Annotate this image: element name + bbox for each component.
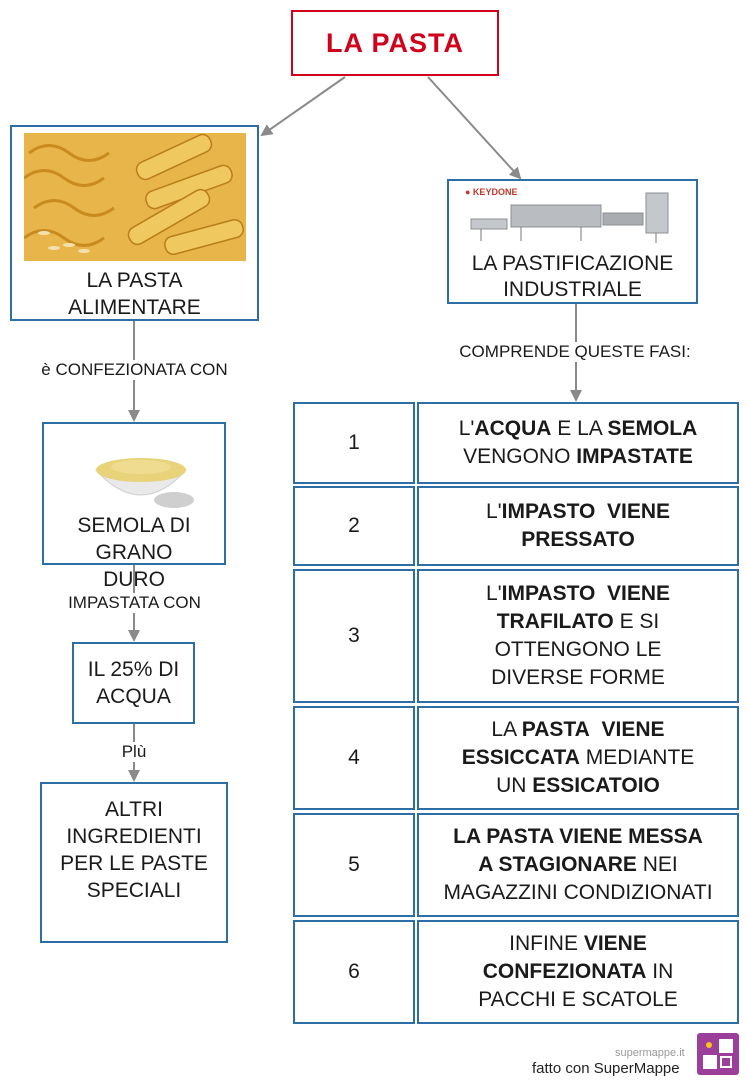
arrow-title-to-pasta	[262, 77, 345, 135]
pastificazione-box	[447, 179, 698, 304]
phase-3-number: 3	[293, 569, 415, 703]
acqua-label: IL 25% DI ACQUA	[87, 658, 180, 708]
phase-5-text-content: LA PASTA VIENE MESSA A STAGIONARE NEI MAGAZZINI CONDIZIONATI	[443, 825, 713, 904]
phase-6-number: 6	[293, 920, 415, 1024]
phase-6-text-content: INFINE VIENE CONFEZIONATA IN PACCHI E SCATOLE	[478, 932, 678, 1011]
phase-4-text-content: LA PASTA VIENE ESSICCATA MEDIANTE UN ESSICATOIO	[461, 718, 695, 797]
phase-3-text	[417, 569, 739, 703]
phase-6-text	[417, 920, 739, 1024]
phase-2-text-content: L'IMPASTO VIENE PRESSATO	[485, 500, 671, 551]
supermappe-logo-icon	[697, 1033, 739, 1075]
phase-3-text-content: L'IMPASTO VIENE TRAFILATO E SI OTTENGONO LE DIVERSE FORME	[485, 582, 671, 689]
footer-site: supermappe.it	[615, 1047, 685, 1059]
svg-text:● KEYDONE: ● KEYDONE	[465, 187, 518, 197]
phase-2-number: 2	[293, 486, 415, 566]
semola-photo	[88, 430, 194, 510]
phase-1-number: 1	[293, 402, 415, 484]
pasta-alimentare-box	[10, 125, 259, 321]
altri-ingredienti-label: ALTRI INGREDIENTI PER LE PASTE SPECIALI	[60, 798, 208, 902]
link-impastata: IMPASTATA CON	[10, 593, 259, 613]
phase-2-text	[417, 486, 739, 566]
pasta-photo	[24, 133, 246, 261]
acqua-box	[72, 642, 195, 724]
phase-4-number: 4	[293, 706, 415, 810]
phase-5-number: 5	[293, 813, 415, 917]
pasta-alimentare-label: LA PASTA ALIMENTARE	[68, 269, 201, 319]
title-box	[291, 10, 499, 76]
machine-photo	[461, 185, 687, 247]
phase-1-text-content: L'ACQUA E LA SEMOLA VENGONO IMPASTATE	[458, 417, 698, 468]
semola-box	[42, 422, 226, 591]
pastificazione-label: LA PASTIFICAZIONE INDUSTRIALE	[471, 252, 674, 301]
semola-label: SEMOLA DI GRANO DURO	[77, 514, 191, 591]
page-title: LA PASTA	[326, 27, 464, 58]
arrow-title-to-industry	[428, 77, 520, 178]
footer-made-with: fatto con SuperMappe	[532, 1060, 680, 1077]
link-comprende: COMPRENDE QUESTE FASI:	[420, 342, 730, 362]
phase-1-text	[417, 402, 739, 484]
link-piu: Plù	[84, 742, 184, 762]
link-confezionata: è CONFEZIONATA CON	[10, 360, 259, 380]
phase-4-text	[417, 706, 739, 810]
phase-5-text	[417, 813, 739, 917]
altri-ingredienti-box	[40, 782, 228, 943]
